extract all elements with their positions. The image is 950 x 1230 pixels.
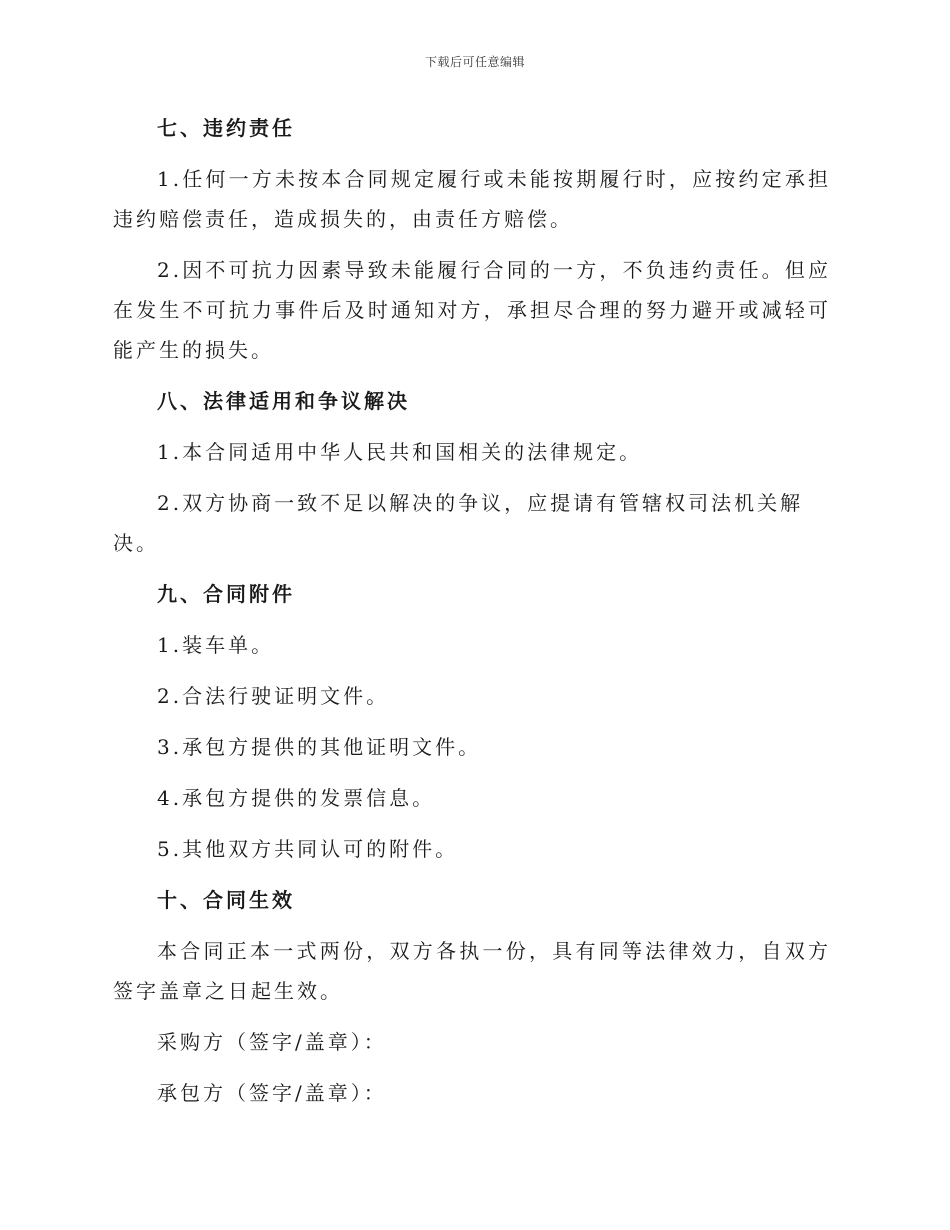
paragraph-effectiveness: 本合同正本一式两份，双方各执一份，具有同等法律效力，自双方签字盖章之日起生效。 — [113, 939, 831, 1003]
paragraph-law-1: 1.本合同适用中华人民共和国相关的法律规定。 — [157, 440, 643, 464]
attachment-item-4: 4.承包方提供的发票信息。 — [157, 786, 436, 810]
signature-line-contractor: 承包方（签字/盖章）： — [157, 1081, 387, 1105]
paragraph-law-2: 2.双方协商一致不足以解决的争议，应提请有管辖权司法机关解决。 — [113, 491, 804, 555]
attachment-item-2: 2.合法行驶证明文件。 — [157, 684, 390, 708]
attachment-item-3: 3.承包方提供的其他证明文件。 — [157, 735, 482, 759]
signature-line-purchaser: 采购方（签字/盖章）： — [157, 1030, 387, 1054]
section-heading-attachments: 九、合同附件 — [157, 582, 295, 606]
document-body — [113, 108, 831, 1124]
paragraph-breach-2: 2.因不可抗力因素导致未能履行合同的一方，不负违约责任。但应在发生不可抗力事件后及时通知对方，承担尽合理的努力避开或减轻可能产生的损失。 — [113, 258, 831, 362]
section-heading-law-disputes: 八、法律适用和争议解决 — [157, 389, 410, 413]
attachment-item-5: 5.其他双方共同认可的附件。 — [157, 837, 459, 861]
paragraph-breach-1: 1.任何一方未按本合同规定履行或未能按期履行时，应按约定承担违约赔偿责任，造成损失的，由责任方赔偿。 — [113, 167, 831, 231]
attachment-item-1: 1.装车单。 — [157, 633, 275, 657]
section-heading-breach-liability: 七、违约责任 — [157, 116, 295, 140]
section-heading-effectiveness: 十、合同生效 — [157, 888, 295, 912]
page-header: 下载后可任意编辑 — [424, 55, 525, 69]
